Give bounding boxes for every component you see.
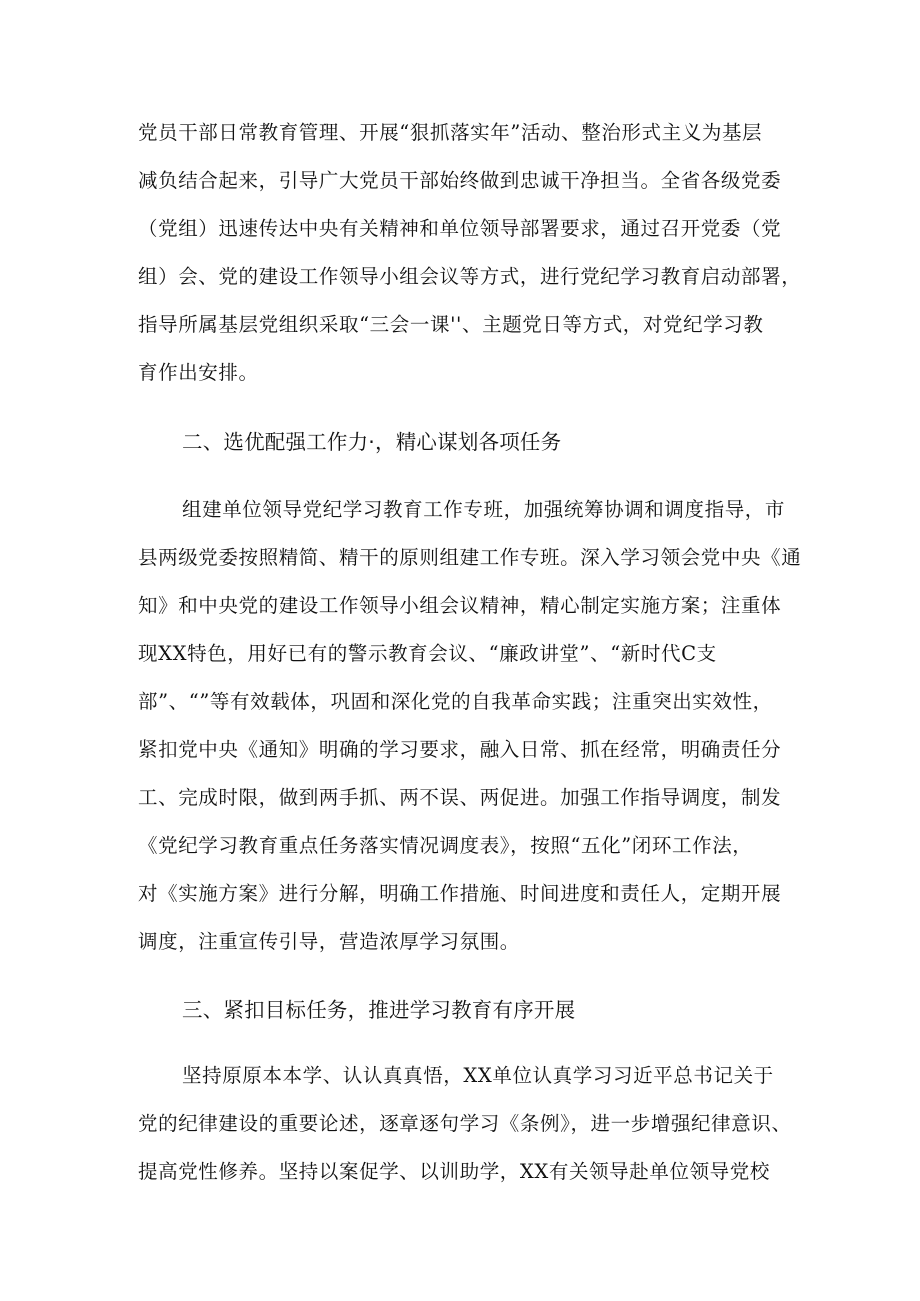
paragraph-line: 现XX特色，用好已有的警示教育会议、“廉政讲堂”、“新时代C支: [138, 642, 717, 665]
paragraph-line: 党员干部日常教育管理、开展“狠抓落实年”活动、整治形式主义为基层: [138, 121, 763, 144]
paragraph-line: 组）会、党的建设工作领导小组会议等方式，进行党纪学习教育启动部署，: [138, 265, 802, 288]
paragraph-line: 《党纪学习教育重点任务落实情况调度表》，按照“五化”闭环工作法，: [138, 834, 753, 857]
paragraph-line: 坚持原原本本学、认认真真悟，XX单位认真学习习近平总书记关于: [182, 1064, 774, 1087]
paragraph-line: 对《实施方案》进行分解，明确工作措施、时间进度和责任人，定期开展: [138, 882, 782, 905]
paragraph-line: 党的纪律建设的重要论述，逐章逐句学习《条例》，进一步增强纪律意识、: [138, 1112, 792, 1135]
paragraph-line: 指导所属基层党组织采取“三会一课''、主题党日等方式，对党纪学习教: [138, 313, 764, 336]
paragraph-line: 县两级党委按照精简、精干的原则组建工作专班。深入学习领会党中央《通: [138, 546, 802, 569]
paragraph-line: 部”、“”等有效载体，巩固和深化党的自我革命实践；注重突出实效性，: [138, 690, 773, 713]
section-heading: 三、紧扣目标任务，推进学习教育有序开展: [182, 998, 576, 1022]
paragraph-line: 工、完成时限，做到两手抓、两不误、两促进。加强工作指导调度，制发: [138, 786, 782, 809]
paragraph-line: 知》和中央党的建设工作领导小组会议精神，精心制定实施方案；注重体: [138, 594, 782, 617]
section-heading: 二、选优配强工作力·，精心谋划各项任务: [182, 430, 562, 454]
paragraph-line: （党组）迅速传达中央有关精神和单位领导部署要求，通过召开党委（党: [138, 217, 782, 240]
paragraph-line: 紧扣党中央《通知》明确的学习要求，融入日常、抓在经常，明确责任分: [138, 738, 782, 761]
paragraph-line: 育作出安排。: [138, 361, 259, 384]
paragraph-line: 提高党性修养。坚持以案促学、以训助学，XX有关领导赴单位领导党校: [138, 1160, 770, 1183]
paragraph-line: 调度，注重宣传引导，营造浓厚学习氛围。: [138, 930, 520, 953]
paragraph-line: 减负结合起来，引导广大党员干部始终做到忠诚干净担当。全省各级党委: [138, 169, 782, 192]
paragraph-line: 组建单位领导党纪学习教育工作专班，加强统筹协调和调度指导，市: [182, 498, 786, 521]
